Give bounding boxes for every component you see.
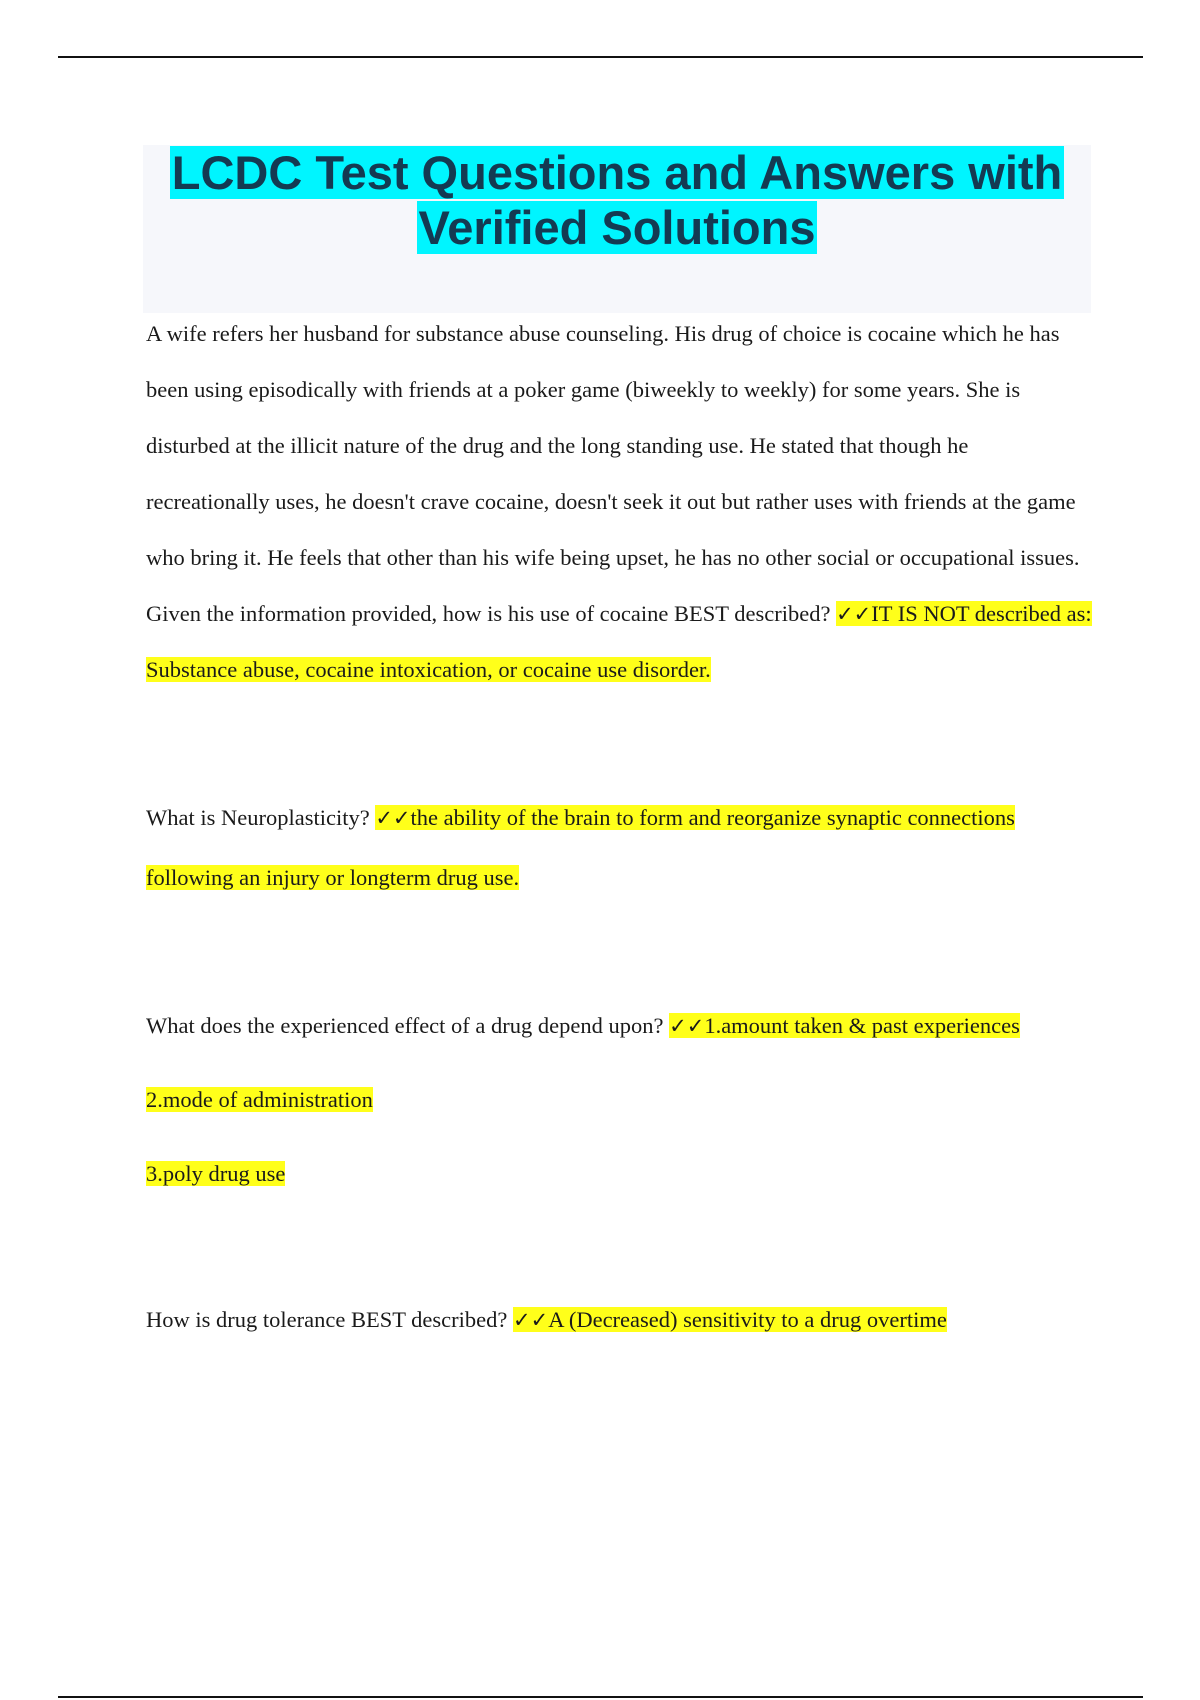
title-line-1: LCDC Test Questions and Answers with — [171, 146, 1063, 199]
title-box — [143, 145, 1091, 313]
qa-item-3 — [146, 996, 1096, 1218]
answer-text: IT IS NOT described as: Substance abuse, cocaine intoxication, or cocaine use disorder. — [146, 601, 1092, 682]
answer-text: A (Decreased) sensitivity to a drug overtime — [548, 1307, 947, 1332]
double-check-icon: ✓✓ — [513, 1308, 549, 1332]
question-text: What does the experienced effect of a drug depend upon? — [146, 1013, 664, 1038]
qa-item-2 — [146, 788, 1096, 908]
answer-line — [146, 1144, 1096, 1218]
question-text: How is drug tolerance BEST described? — [146, 1307, 508, 1332]
answer-line — [146, 996, 1096, 1070]
answer-highlight — [513, 1307, 947, 1332]
double-check-icon: ✓✓ — [669, 1014, 705, 1038]
bottom-rule — [58, 1696, 1143, 1698]
answer-text: 2.mode of administration — [146, 1087, 373, 1112]
answer-text: the ability of the brain to form and reorganize synaptic connections following an injury or longterm drug use. — [146, 805, 1015, 890]
qa-item-1 — [146, 306, 1096, 698]
double-check-icon: ✓✓ — [836, 602, 872, 626]
qa-item-4 — [146, 1290, 1096, 1350]
top-rule — [58, 56, 1143, 58]
answer-line — [146, 1070, 1096, 1144]
answer-highlight — [669, 1013, 1020, 1038]
question-text: What is Neuroplasticity? — [146, 805, 370, 830]
document-title — [143, 145, 1091, 255]
title-line-2: Verified Solutions — [418, 201, 816, 254]
answer-text: 3.poly drug use — [146, 1161, 286, 1186]
answer-text: 1.amount taken & past experiences — [704, 1013, 1020, 1038]
double-check-icon: ✓✓ — [375, 806, 411, 830]
question-text: A wife refers her husband for substance abuse counseling. His drug of choice is cocaine which he has been using episodically with friends at a poker game (biweekly to weekly) for some years. She is disturbed at the illicit nature of the drug and the long standing use. He stated that though he recreationally uses, he doesn't crave cocaine, doesn't seek it out but rather uses with friends at the game who bring it. He feels that other than his wife being upset, he has no other social or occupational issues. Given the information provided, how is his use of cocaine BEST described? — [146, 321, 1080, 626]
